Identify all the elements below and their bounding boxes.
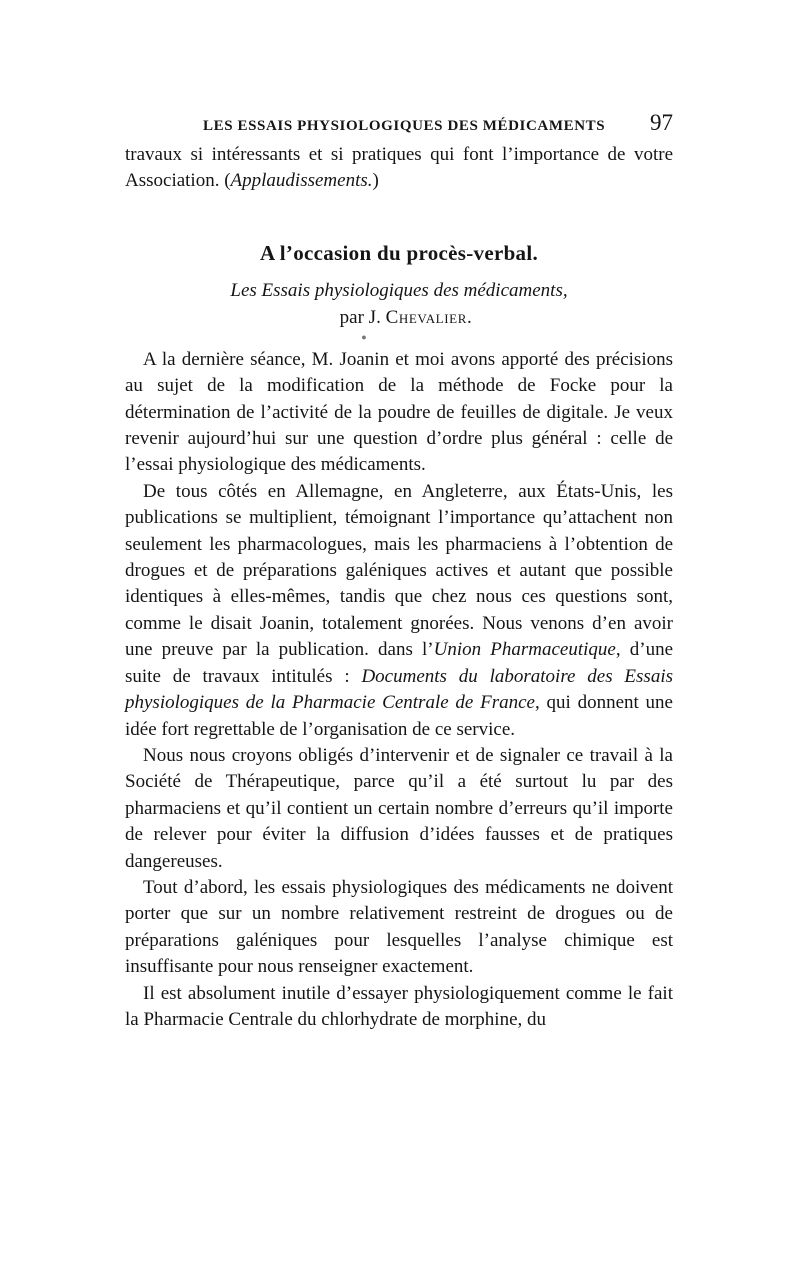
paragraph-2-part-b: , d’une suite de travaux intitulés :: [125, 639, 674, 687]
carryover-paragraph: [125, 142, 673, 195]
paragraph-2-part-c: , qui donnent une idée fort regrettable de l’organisation de ce service.: [125, 692, 673, 740]
carryover-italic: Applaudissements.: [230, 170, 373, 192]
running-header: [125, 108, 673, 142]
ink-mark-icon: ●: [361, 331, 367, 342]
paragraph-3: Nous nous croyons obligés d’intervenir et de signaler ce travail à la Société de Thérapeutique, parce qu’il a été surtout lu par des pharmaciens et qu’il contient un certain nombre d’erreurs qu’il importe de relever pour éviter la diffusion d’idées fausses et de pratiques dangereuses.: [125, 744, 673, 872]
article-title: Les Essais physiologiques des médicaments,: [230, 279, 568, 301]
paragraph-1: A la dernière séance, M. Joanin et moi avons apporté des précisions au sujet de la modification de la méthode de Focke pour la détermination de l’activité de la poudre de feuilles de digitale. Je veux revenir aujourd’hui sur une question d’ordre plus général : celle de l’essai physiologique des médicaments.: [125, 348, 673, 476]
running-title: LES ESSAIS PHYSIOLOGIQUES DES MÉDICAMENTS: [203, 118, 606, 134]
paragraph-2-part-a: De tous côtés en Allemagne, en Angleterre, aux États-Unis, les publications se multiplient, témoignant l’importance qu’attachent non seulement les pharmacologues, mais les pharmaciens à l’obtention de drogues et de préparations galéniques actives et autant que possible identiques à elles-mêmes, tandis que chez nous ces questions sont, comme le disait Joanin, totalement gnorées. Nous venons d’en avoir une preuve par la publication. dans l’: [125, 480, 673, 661]
carryover-end: ): [372, 170, 379, 192]
author-name: Chevalier.: [385, 306, 473, 328]
book-page: [125, 108, 673, 1033]
article-body: [125, 347, 673, 1034]
article-byline: [125, 304, 673, 331]
byline-prefix: par J.: [339, 306, 386, 328]
paragraph-2: [125, 479, 673, 743]
journal-title: Union Pharmaceutique: [433, 639, 616, 661]
carryover-text: travaux si intéressants et si pratiques qui font l’importance de votre Association. (: [125, 144, 673, 192]
page-number: 97: [650, 110, 673, 135]
section-subheading: [125, 277, 673, 343]
paragraph-4: Tout d’abord, les essais physiologiques des médicaments ne doivent porter que sur un nombre relativement restreint de drogues ou de préparations galéniques pour lesquelles l’analyse chimique est insuffisante pour nous renseigner exactement.: [125, 876, 673, 978]
section-heading: A l’occasion du procès-verbal.: [259, 240, 539, 265]
documents-title: Documents du laboratoire des Essais physiologiques de la Pharmacie Centrale de France: [125, 665, 674, 714]
paragraph-5: Il est absolument inutile d’essayer physiologiquement comme le fait la Pharmacie Centrale du chlorhydrate de morphine, du: [125, 982, 673, 1030]
